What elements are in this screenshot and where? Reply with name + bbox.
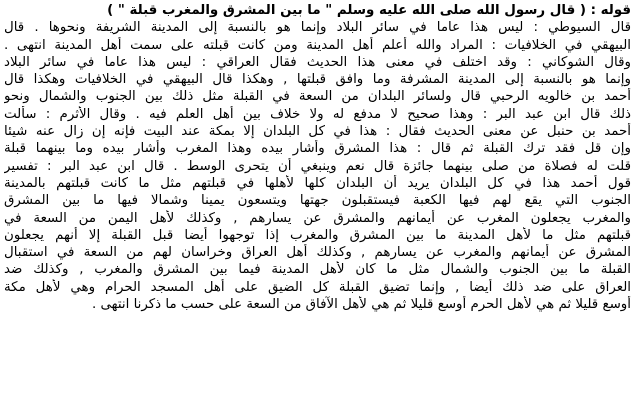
text-line: وقال الشوكاني : وقد اختلف في معنى هذا الحديث فقال العراقي : ليس هذا عاما في سائر البلاد (4, 54, 631, 70)
text-line: قبلتهم مثل ما لأهل المدينة ما بين المشرق والمغرب إذا توجهوا أيضا قبل القبلة إلا أنهم يجعلون (4, 227, 631, 243)
text-line: المشرق عن أيمانهم والمغرب عن يسارهم , وكذلك أهل العراق وخراسان لهم من السعة في استقبال (4, 245, 631, 261)
text-line: أحمد بن حنبل عن معنى الحديث فقال : هذا في كل البلدان إلا بمكة عند البيت فإنه إن زال عنه شيئا (4, 124, 631, 140)
text-line: قال السيوطي : ليس هذا عاما في سائر البلاد وإنما هو بالنسبة إلى المدينة الشريفة ونحوها . قال (4, 20, 631, 36)
text-line: أوسع قليلا ثم هي لأهل الحرم أوسع قليلا ثم هي لأهل الآفاق من السعة على حسب ما ذكرنا انتهى . (92, 297, 631, 313)
text-line: القبلة ما بين الجنوب والشمال مثل ما كان لأهل المدينة فيما بين المشرق والمغرب , وكذلك ضد (4, 262, 631, 278)
text-line: قول أحمد هذا في كل البلدان يريد أن البلدان كلها لأهلها في قبلتهم مثل ما كانت قبلتهم بالمدينة (4, 175, 631, 191)
text-line: والمغرب يجعلون المغرب عن أيمانهم والمشرق عن يسارهم , وكذلك لأهل اليمن من السعة في (4, 210, 631, 226)
text-line: العراق على ضد ذلك أيضا , وإنما تضيق القبلة كل الضيق على أهل المسجد الحرام وهي لأهل مكة (4, 279, 631, 295)
text-line: قلت له فصلاة من صلى بينهما جائزة قال نعم وينبغي أن يتحرى الوسط . قال ابن عبد البر : تفسير (4, 158, 631, 174)
text-line: وإنما هو بالنسبة إلى المدينة المشرفة وما وافق قبلتها , وهكذا قال البيهقي في الخلافيات وهكذا قال (4, 72, 631, 88)
text-line: أحمد بن خالويه الرحبي قال ولسائر البلدان من السعة في القبلة مثل ذلك بين الجنوب والشمال ونحو (4, 89, 631, 105)
heading-line: قوله : ( قال رسول الله صلى الله عليه وسلم " ما بين المشرق والمغرب قبلة " ) (107, 3, 631, 18)
text-line: وإن قل فقد ترك القبلة ثم قال : هذا المشرق وأشار بيده وهذا المغرب وأشار بيده وما بينهما قبلة (4, 141, 631, 157)
text-line: البيهقي في الخلافيات : المراد والله أعلم أهل المدينة ومن كانت قبلته على سمت أهل المدينة انتهى . (4, 37, 631, 53)
text-line: الجنوب التي يقع لهم فيها الكعبة فيستقبلون جهتها ويتسعون يمينا وشمالا فيها ما بين المشرق (4, 193, 631, 209)
text-line: ذلك قال ابن عبد البر : وهذا صحيح لا مدفع له ولا خلاف بين أهل العلم فيه . وقال الأثرم : سألت (4, 106, 631, 122)
